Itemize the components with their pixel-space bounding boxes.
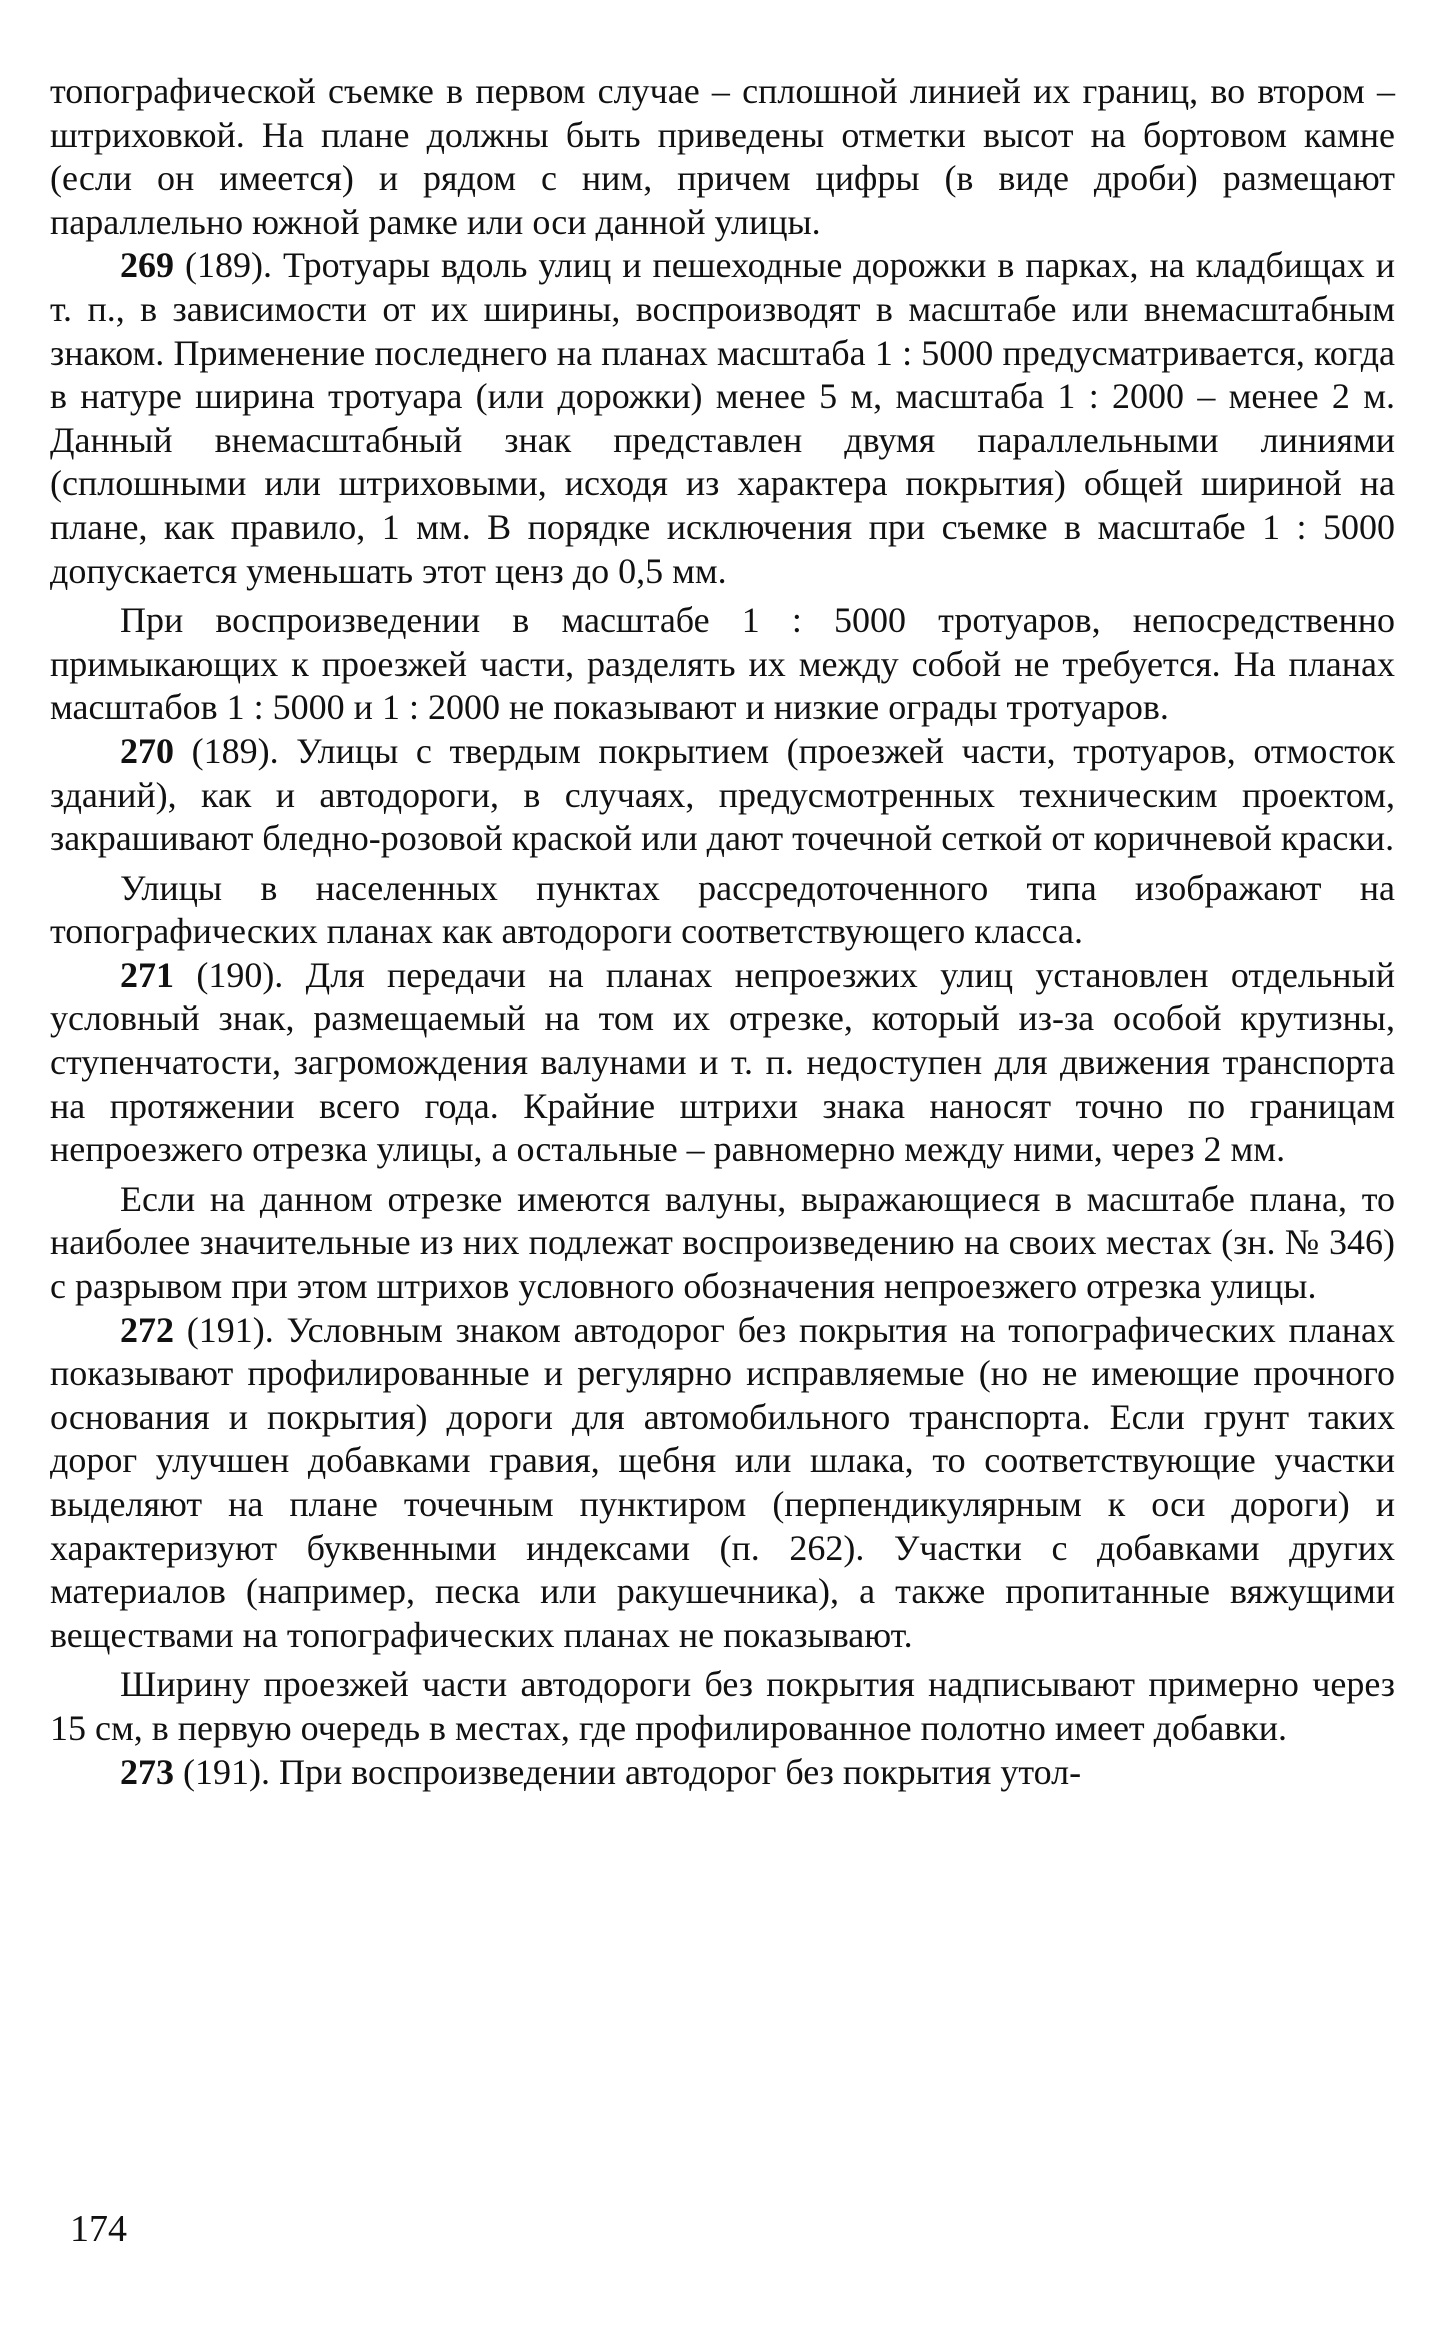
paragraph-text: Ширину проезжей части автодороги без покрытия надписывают примерно через 15 см, в первую очередь в местах, где профилированное полотно имеет добавки. — [50, 1664, 1395, 1748]
paragraph-text: (190). Для передачи на планах непроезжих улиц установлен отдельный условный знак, размещаемый на том их отрезке, который из-за особой крутизны, ступенчатости, загромождения валунами и т. п. недоступен для движения транспорта на протяжении всего года. Крайние штрихи знака наносят точно по границам непроезжего отрезка улицы, а остальные – равномерно между ними, через 2 мм. — [50, 954, 1395, 1170]
item-number: 273 — [120, 1751, 174, 1792]
paragraph-text: (189). Тротуары вдоль улиц и пешеходные дорожки в парках, на кладбищах и т. п., в зависимости от их ширины, воспроизводят в масштабе или внемасштабным знаком. Применение последнего на планах масштаба 1 : 5000 предусматривается, когда в натуре ширина тротуара (или дорожки) менее 5 м, масштаба 1 : 2000 – менее 2 м. Данный внемасштабный знак представлен двумя параллельными линиями (сплошными или штриховыми, исходя из характера покрытия) общей шириной на плане, как правило, 1 мм. В порядке исключения при съемке в масштабе 1 : 5000 допускается уменьшать этот ценз до 0,5 мм. — [50, 245, 1395, 591]
paragraph-272 — [50, 1309, 1395, 1658]
paragraph-road-width — [50, 1663, 1395, 1750]
paragraph-boulders — [50, 1178, 1395, 1309]
paragraph-sidewalks-note — [50, 599, 1395, 730]
paragraph-269 — [50, 244, 1395, 593]
paragraph-text: (189). Улицы с твердым покрытием (проезжей части, тротуаров, отмосток зданий), как и автодороги, в случаях, предусмотренных техническим проектом, закрашивают бледно-розовой краской или дают точечной сеткой от коричневой краски. — [50, 730, 1395, 859]
paragraph-continuation — [50, 70, 1395, 244]
paragraph-273 — [50, 1751, 1395, 1795]
item-number: 270 — [120, 730, 174, 771]
item-number: 269 — [120, 245, 174, 286]
item-number: 271 — [120, 954, 174, 995]
page-body — [50, 70, 1395, 1794]
page-number: 174 — [70, 2208, 127, 2250]
paragraph-text: (191). Условным знаком автодорог без покрытия на топографических планах показывают профилированные и регулярно исправляемые (но не имеющие прочного основания и покрытия) дороги для автомобильного транспорта. Если грунт таких дорог улучшен добавками гравия, щебня или шлака, то соответствующие участки выделяют на плане точечным пунктиром (перпендикулярным к оси дороги) и характеризуют буквенными индексами (п. 262). Участки с добавками других материалов (например, песка или ракушечника), а также пропитанные вяжущими веществами на топографических планах не показывают. — [50, 1309, 1395, 1655]
paragraph-text: топографической съемке в первом случае – сплошной линией их границ, во втором – штриховкой. На плане должны быть приведены отметки высот на бортовом камне (если он имеется) и рядом с ним, причем цифры (в виде дроби) размещают параллельно южной рамке или оси данной улицы. — [50, 71, 1395, 242]
paragraph-dispersed-streets — [50, 867, 1395, 954]
paragraph-text: (191). При воспроизведении автодорог без покрытия утол- — [174, 1751, 1082, 1792]
paragraph-270 — [50, 730, 1395, 861]
paragraph-text: Если на данном отрезке имеются валуны, выражающиеся в масштабе плана, то наиболее значительные из них подлежат воспроизведению на своих местах (зн. № 346) с разрывом при этом штрихов условного обозначения непроезжего отрезка улицы. — [50, 1178, 1395, 1307]
paragraph-271 — [50, 954, 1395, 1172]
paragraph-text: Улицы в населенных пунктах рассредоточенного типа изображают на топографических планах как автодороги соответствующего класса. — [50, 867, 1395, 952]
item-number: 272 — [120, 1309, 174, 1350]
paragraph-text: При воспроизведении в масштабе 1 : 5000 тротуаров, непосредственно примыкающих к проезжей части, разделять их между собой не требуется. На планах масштабов 1 : 5000 и 1 : 2000 не показывают и низкие ограды тротуаров. — [50, 600, 1395, 728]
